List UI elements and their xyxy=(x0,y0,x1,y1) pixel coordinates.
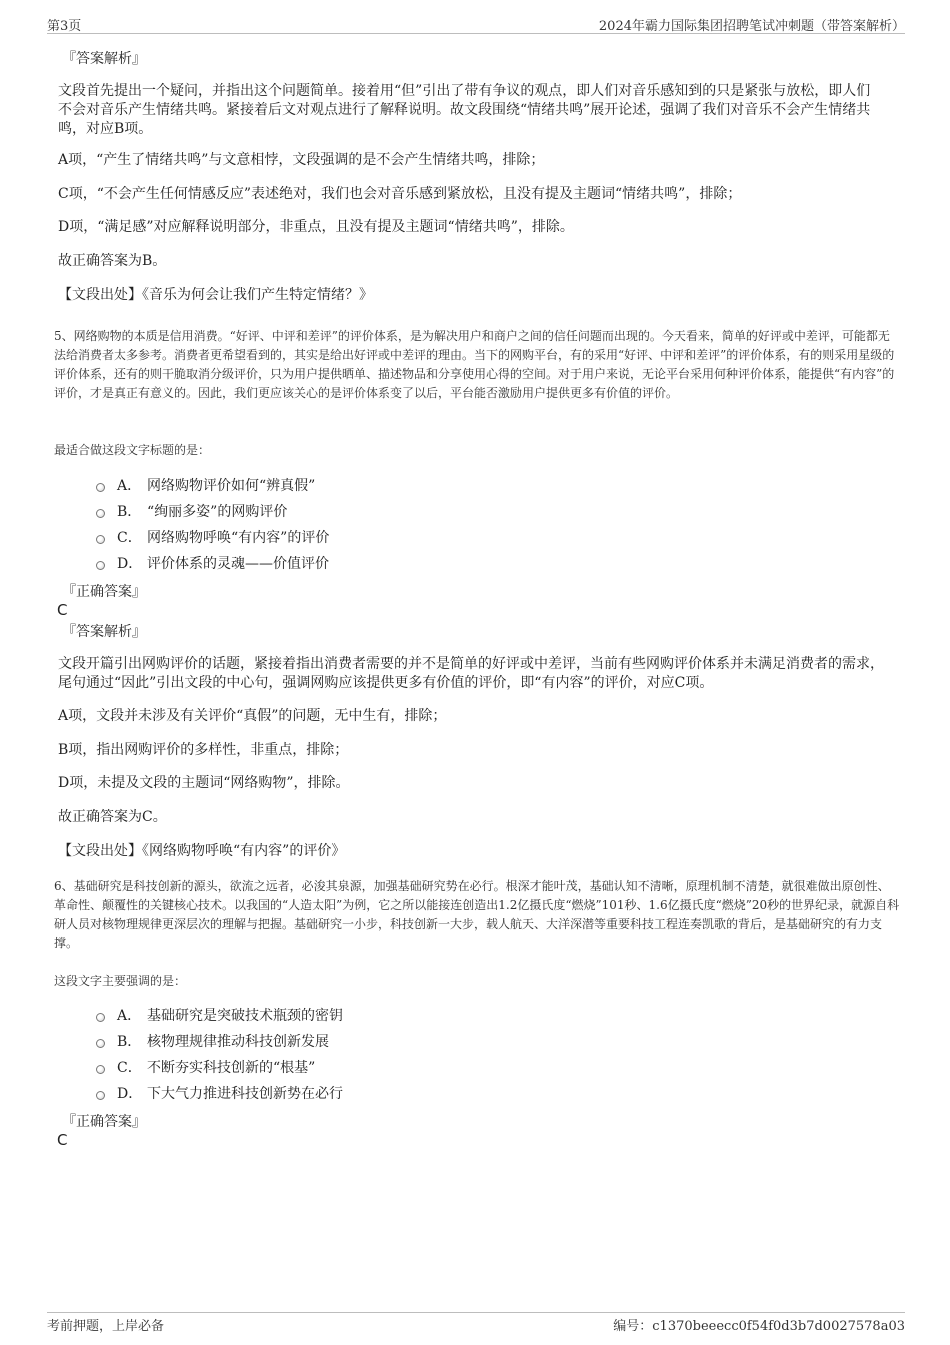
q4-analysis-text: 文段首先提出一个疑问，并指出这个问题简单。接着用“但”引出了带有争议的观点，即人们对音乐感知到的只是紧张与放松，即人们不会对音乐产生情绪共鸣。紧接着后文对观点进行了解释说明。故文段围绕“情绪共鸣”展开论述，强调了我们对音乐不会产生情绪共鸣，对应B项。 xyxy=(58,83,871,137)
q6-option-c[interactable]: C． 不断夯实科技创新的“根基” xyxy=(96,1058,315,1078)
q5-option-d-note: D项，未提及文段的主题词“网络购物”，排除。 xyxy=(58,775,350,791)
radio-icon[interactable] xyxy=(96,483,105,492)
q5-source: 【文段出处】《网络购物呼唤“有内容”的评价》 xyxy=(58,843,346,859)
radio-icon[interactable] xyxy=(96,1091,105,1100)
q4-source: 【文段出处】《音乐为何会让我们产生特定情绪？》 xyxy=(58,287,373,303)
q6-option-a[interactable]: A． 基础研究是突破技术瓶颈的密钥 xyxy=(96,1006,343,1026)
q5-analysis-text: 文段开篇引出网购评价的话题，紧接着指出消费者需要的并不是简单的好评或中差评，当前有些网购评价体系并未满足消费者的需求，尾句通过“因此”引出文段的中心句，强调网购应该提供更多有价值的评价，即“有内容”的评价，对应C项。 xyxy=(58,656,884,691)
radio-icon[interactable] xyxy=(96,1039,105,1048)
q4-analysis-label: 『答案解析』 xyxy=(62,51,146,67)
q5-answer: C xyxy=(57,601,68,619)
q6-prompt: 这段文字主要强调的是： xyxy=(54,974,187,988)
page-number: 第3页 xyxy=(47,19,82,34)
radio-icon[interactable] xyxy=(96,509,105,518)
radio-icon[interactable] xyxy=(96,535,105,544)
q6-answer-label: 『正确答案』 xyxy=(62,1114,146,1130)
q5-stem: 5、网络购物的本质是信用消费。“好评、中评和差评”的评价体系，是为解决用户和商户之间的信任问题而出现的。今天看来，简单的好评或中差评，可能都无法给消费者太多参考。消费者更希望看到的，其实是给出好评或中差评的理由。当下的网购平台，有的采用“好评、中评和差评”的评价体系，有的则采用星级的评价体系，还有的则干脆取消分级评价，只为用户提供晒单、描述物品和分享使用心得的空间。对于用户来说，无论平台采用何种评价体系，能提供“有内容”的评价，才是真正有意义的。因此，我们更应该关心的是评价体系变了以后，平台能否激励用户提供更多有价值的评价。 xyxy=(54,329,895,400)
q4-option-c-note: C项，“不会产生任何情感反应”表述绝对，我们也会对音乐感到紧放松，且没有提及主题词“情绪共鸣”，排除； xyxy=(58,186,742,202)
q5-option-b-note: B项，指出网购评价的多样性，非重点，排除； xyxy=(58,742,349,758)
q5-option-a-note: A项，文段并未涉及有关评价“真假”的问题，无中生有，排除； xyxy=(58,708,447,724)
page-header xyxy=(47,13,905,34)
footer-slogan: 考前押题，上岸必备 xyxy=(47,1319,165,1334)
radio-icon[interactable] xyxy=(96,561,105,570)
q5-option-a[interactable]: A． 网络购物评价如何“辨真假” xyxy=(96,476,315,496)
radio-icon[interactable] xyxy=(96,1065,105,1074)
q5-conclusion: 故正确答案为C。 xyxy=(58,809,167,825)
q4-option-d-note: D项，“满足感”对应解释说明部分，非重点，且没有提及主题词“情绪共鸣”，排除。 xyxy=(58,219,574,235)
document-title: 2024年霸力国际集团招聘笔试冲刺题（带答案解析） xyxy=(598,19,905,34)
q5-option-d[interactable]: D． 评价体系的灵魂——价值评价 xyxy=(96,554,329,574)
page-footer xyxy=(47,1312,905,1333)
q5-option-c[interactable]: C． 网络购物呼唤“有内容”的评价 xyxy=(96,528,329,548)
q6-stem: 6、基础研究是科技创新的源头，欲流之远者，必浚其泉源，加强基础研究势在必行。根深才能叶茂，基础认知不清晰，原理机制不清楚，就很难做出原创性、革命性、颠覆性的关键核心技术。以我国的“人造太阳”为例，它之所以能接连创造出1.2亿摄氏度“燃烧”101秒、1.6亿摄氏度“燃烧”20秒的世界纪录，就源自科研人员对核物理规律更深层次的理解与把握。基础研究一小步，科技创新一大步，载人航天、大洋深潜等重要科技工程连奏凯歌的背后，是基础研究的有力支撑。 xyxy=(54,879,900,950)
q6-answer: C xyxy=(57,1131,68,1149)
radio-icon[interactable] xyxy=(96,1013,105,1022)
q5-analysis-label: 『答案解析』 xyxy=(62,624,146,640)
q5-option-b[interactable]: B． “绚丽多姿”的网购评价 xyxy=(96,502,287,522)
q4-conclusion: 故正确答案为B。 xyxy=(58,253,167,269)
document-code: 编号：c1370beeecc0f54f0d3b7d0027578a03 xyxy=(613,1319,905,1334)
q4-option-a-note: A项，“产生了情绪共鸣”与文意相悖，文段强调的是不会产生情绪共鸣，排除； xyxy=(58,152,545,168)
q5-answer-label: 『正确答案』 xyxy=(62,584,146,600)
q6-option-d[interactable]: D． 下大气力推进科技创新势在必行 xyxy=(96,1084,343,1104)
q5-prompt: 最适合做这段文字标题的是： xyxy=(54,443,211,457)
q6-option-b[interactable]: B． 核物理规律推动科技创新发展 xyxy=(96,1032,329,1052)
